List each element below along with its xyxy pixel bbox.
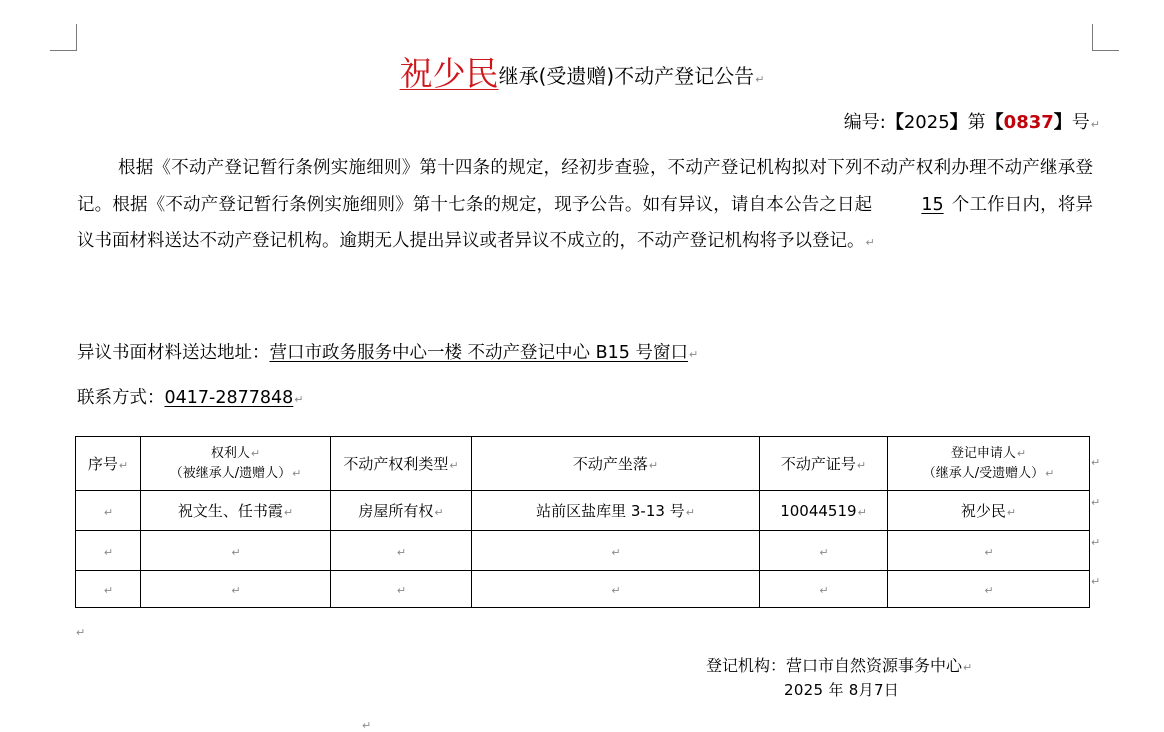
paragraph-mark: ↵ [362, 719, 372, 732]
cell-right-type: 房屋所有权↵ [331, 491, 472, 531]
registration-table [75, 436, 1090, 608]
paragraph-mark: ↵ [755, 73, 765, 86]
cell-cert-no: 10044519↵ [760, 491, 888, 531]
paragraph-mark: ↵ [1090, 118, 1100, 131]
cell-cert-no: ↵ [760, 531, 888, 571]
cell-cert-no: ↵ [760, 571, 888, 608]
paragraph-mark: ↵ [688, 348, 699, 361]
cell-right-type: ↵ [331, 571, 472, 608]
docno-suffix: 号 [1071, 112, 1090, 133]
table-header-row [76, 437, 1090, 491]
cell-applicant: ↵ [888, 531, 1090, 571]
header-right-type: 不动产权利类型↵ [331, 437, 472, 491]
docno-year: 2025 [903, 112, 950, 133]
docno-prefix: 编号: [843, 112, 886, 133]
notice-title [0, 54, 1164, 100]
paragraph-part-b: 个工作日内，将异议书面材料送达不动产登记机构。逾期无人提出异议或者异议不成立的，不动产登记机构将予以登记。 [77, 194, 1094, 251]
contact-line [77, 383, 304, 415]
header-holder: 权利人↵ （被继承人/遗赠人）↵ [141, 437, 331, 491]
objection-address-line [77, 338, 698, 370]
row-end-mark: ↵ [1091, 456, 1101, 469]
title-applicant-name: 祝少民 [399, 54, 499, 93]
bracket-close: 】 [1053, 112, 1072, 133]
paragraph-mark: ↵ [76, 626, 86, 639]
docno-mid: 第 [967, 112, 986, 133]
header-seq: 序号↵ [76, 437, 141, 491]
header-applicant: 登记申请人↵ （继承人/受遗赠人）↵ [888, 437, 1090, 491]
cell-holder: ↵ [141, 571, 331, 608]
cell-location: ↵ [472, 571, 760, 608]
cell-seq: ↵ [76, 531, 141, 571]
row-end-mark: ↵ [1091, 536, 1101, 549]
contact-value: 0417-2877848 [164, 388, 294, 408]
paragraph-mark: ↵ [963, 661, 973, 674]
row-end-mark: ↵ [1091, 496, 1101, 509]
table-row [76, 531, 1090, 571]
cell-seq: ↵ [76, 571, 141, 608]
cell-applicant: ↵ [888, 571, 1090, 608]
notice-paragraph [77, 150, 1093, 262]
docno-number: 0837 [1003, 112, 1054, 133]
cell-holder: ↵ [141, 531, 331, 571]
org-label: 登记机构： [706, 656, 787, 675]
registration-authority [706, 654, 972, 680]
title-text: 继承(受遗赠)不动产登记公告 [498, 64, 755, 88]
cell-location: 站前区盐库里 3-13 号↵ [472, 491, 760, 531]
header-cert-no: 不动产证号↵ [760, 437, 888, 491]
header-location: 不动产坐落↵ [472, 437, 760, 491]
cell-seq: ↵ [76, 491, 141, 531]
objection-days: 15 [921, 194, 944, 215]
bracket-close: 】 [949, 112, 968, 133]
cell-holder: 祝文生、任书霞↵ [141, 491, 331, 531]
table-row [76, 491, 1090, 531]
notice-date: 2025 年 8月7日 [784, 681, 900, 699]
cell-location: ↵ [472, 531, 760, 571]
paragraph-mark: ↵ [294, 393, 304, 406]
document-number [844, 108, 1100, 140]
table-row [76, 571, 1090, 608]
contact-label: 联系方式： [77, 388, 165, 408]
row-end-mark: ↵ [1091, 575, 1101, 588]
notice-body [77, 150, 1093, 262]
paragraph-mark: ↵ [865, 236, 875, 249]
address-label: 异议书面材料送达地址： [77, 343, 270, 363]
cell-right-type: ↵ [331, 531, 472, 571]
cell-applicant: 祝少民↵ [888, 491, 1090, 531]
crop-mark-top-right [1092, 24, 1119, 51]
org-name: 营口市自然资源事务中心 [786, 656, 963, 675]
bracket-open: 【 [985, 112, 1004, 133]
address-value: 营口市政务服务中心一楼 不动产登记中心 B15 号窗口 [269, 343, 688, 363]
crop-mark-top-left [50, 24, 77, 51]
bracket-open: 【 [885, 112, 904, 133]
paragraph-part-a: 根据《不动产登记暂行条例实施细则》第十四条的规定，经初步查验，不动产登记机构拟对下列不动产权利办理不动产继承登记。根据《不动产登记暂行条例实施细则》第十七条的规定，现予公告。如有异议，请自本公告之日起 [77, 158, 1093, 215]
